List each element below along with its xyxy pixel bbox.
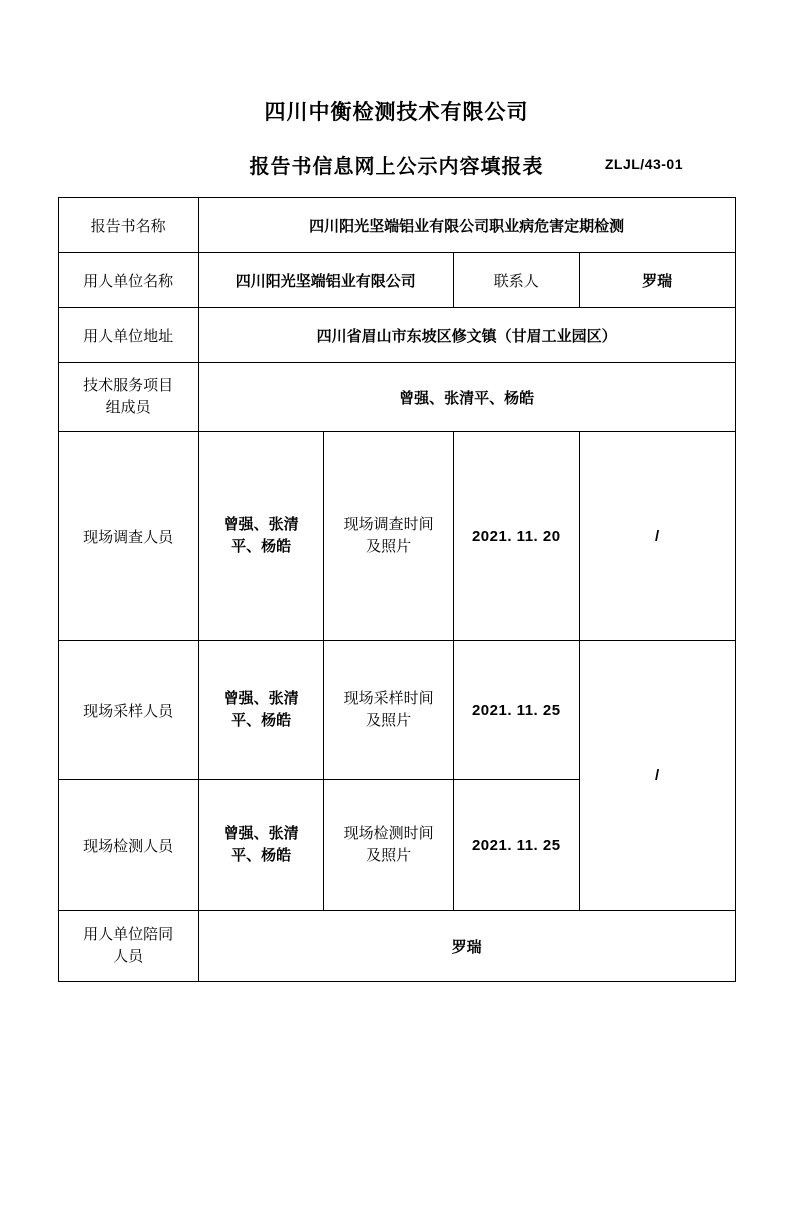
sampling-activity-line2: 及照片: [366, 712, 412, 729]
survey-members-line1: 曾强、张清: [223, 515, 299, 533]
survey-activity-label: [324, 432, 453, 641]
table-row: [58, 641, 735, 780]
survey-activity-line2: 及照片: [366, 538, 412, 555]
table-row: [58, 253, 735, 308]
form-code: ZLJL/43-01: [604, 156, 683, 172]
accompany-label: [58, 911, 198, 982]
sampling-activity-label: [324, 641, 453, 780]
report-info-table: [58, 197, 736, 982]
report-name-value: 四川阳光坚端铝业有限公司职业病危害定期检测: [198, 198, 735, 253]
service-team-label-line1: 技术服务项目: [83, 376, 174, 394]
table-row: [58, 432, 735, 641]
sampling-activity-line1: 现场采样时间: [343, 689, 434, 707]
employer-address-value: 四川省眉山市东坡区修文镇（甘眉工业园区）: [198, 308, 735, 363]
table-row: [58, 363, 735, 432]
contact-label: 联系人: [453, 253, 579, 308]
service-team-label-line2: 组成员: [105, 399, 151, 416]
subtitle-row: [0, 150, 793, 180]
detection-activity-line2: 及照片: [366, 847, 412, 864]
survey-photo: /: [579, 432, 735, 641]
detection-members-line1: 曾强、张清: [223, 824, 299, 842]
service-team-value: 曾强、张清平、杨皓: [198, 363, 735, 432]
sampling-date: 2021. 11. 25: [453, 641, 579, 780]
detection-photo: /: [579, 641, 735, 911]
employer-address-label: 用人单位地址: [58, 308, 198, 363]
sampling-role-label: 现场采样人员: [58, 641, 198, 780]
survey-members: [198, 432, 324, 641]
sampling-members: [198, 641, 324, 780]
accompany-value: 罗瑞: [198, 911, 735, 982]
detection-activity-label: [324, 780, 453, 911]
accompany-label-line1: 用人单位陪同: [83, 925, 174, 943]
table-row: [58, 911, 735, 982]
contact-value: 罗瑞: [579, 253, 735, 308]
survey-activity-line1: 现场调查时间: [343, 515, 434, 533]
table-row: [58, 308, 735, 363]
sampling-members-line1: 曾强、张清: [223, 689, 299, 707]
table-row: [58, 198, 735, 253]
detection-activity-line1: 现场检测时间: [343, 824, 434, 842]
detection-role-label: 现场检测人员: [58, 780, 198, 911]
employer-name-value: 四川阳光坚端铝业有限公司: [198, 253, 453, 308]
survey-date: 2021. 11. 20: [453, 432, 579, 641]
survey-members-line2: 平、杨皓: [231, 538, 292, 555]
report-name-label: 报告书名称: [58, 198, 198, 253]
document-page: [0, 96, 793, 1218]
detection-members: [198, 780, 324, 911]
employer-name-label: 用人单位名称: [58, 253, 198, 308]
service-team-label: [58, 363, 198, 432]
sampling-members-line2: 平、杨皓: [231, 712, 292, 729]
survey-role-label: 现场调查人员: [58, 432, 198, 641]
page-title: 四川中衡检测技术有限公司: [264, 101, 529, 124]
accompany-label-line2: 人员: [113, 948, 144, 965]
form-title: 报告书信息网上公示内容填报表: [249, 156, 544, 178]
detection-members-line2: 平、杨皓: [231, 847, 292, 864]
detection-date: 2021. 11. 25: [453, 780, 579, 911]
